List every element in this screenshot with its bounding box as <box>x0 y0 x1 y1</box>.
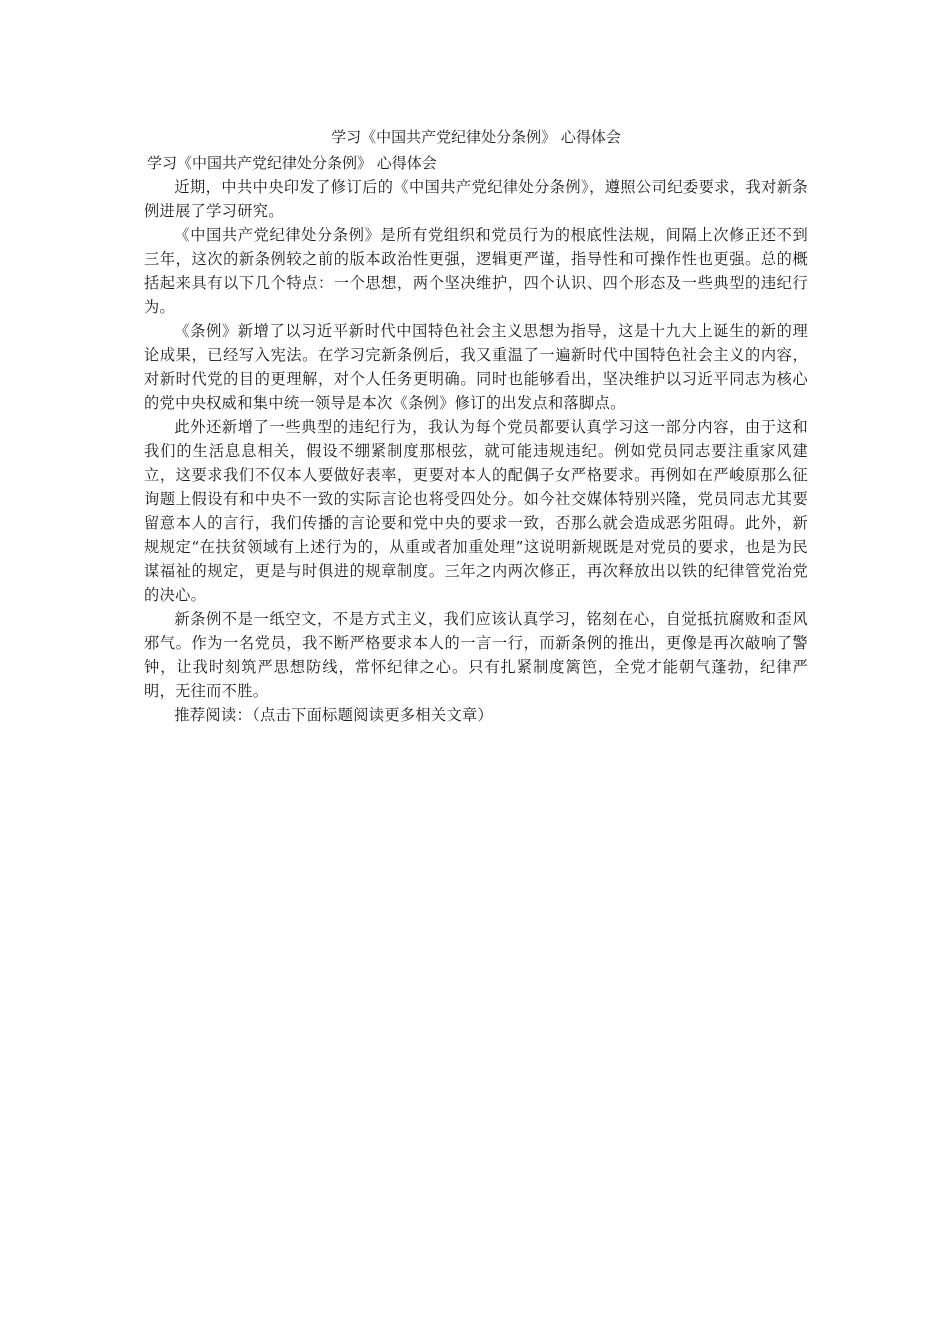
document-subtitle: 学习《中国共产党纪律处分条例》 心得体会 <box>147 154 437 172</box>
paragraph-intro: 近期，中共中央印发了修订后的《中国共产党纪律处分条例》，遵照公司纪委要求，我对新条例进展了学习研究。 <box>144 178 808 220</box>
recommended-reading: 推荐阅读：（点击下面标题阅读更多相关文章） <box>174 706 494 724</box>
paragraph-conclusion: 新条例不是一纸空文，不是方式主义，我们应该认真学习，铭刻在心，自觉抵抗腐败和歪风邪气。作为一名党员，我不断严格要求本人的一言一行，而新条例的推出，更像是再次敲响了警钟，让我时刻筑严思想防线，常怀纪律之心。只有扎紧制度篱笆，全党才能朝气蓬勃，纪律严明，无往而不胜。 <box>144 610 808 700</box>
document-title: 学习《中国共产党纪律处分条例》 心得体会 <box>331 128 621 146</box>
paragraph-violations: 此外还新增了一些典型的违纪行为，我认为每个党员都要认真学习这一部分内容，由于这和我们的生活息息相关，假设不绷紧制度那根弦，就可能违规违纪。例如党员同志要注重家风建立，这要求我们不仅本人要做好表率，更要对本人的配偶子女严格要求。再例如在严峻原那么征询题上假设有和中央不一致的实际言论也将受四处分。如今社交媒体特别兴隆，党员同志尤其要留意本人的言行，我们传播的言论要和党中央的要求一致，否那么就会造成恶劣阻碍。此外，新规规定“在扶贫领域有上述行为的，从重或者加重处理”这说明新规既是对党员的要求，也是为民谋福祉的规定，更是与时俱进的规章制度。三年之内两次修正，再次释放出以铁的纪律管党治党的决心。 <box>144 418 808 604</box>
paragraph-features: 《中国共产党纪律处分条例》是所有党组织和党员行为的根底性法规，间隔上次修正还不到三年，这次的新条例较之前的版本政治性更强，逻辑更严谨，指导性和可操作性也更强。总的概括起来具有以下几个特点：一个思想，两个坚决维护，四个认识、四个形态及一些典型的违纪行为。 <box>144 226 808 316</box>
document-page <box>144 124 808 727</box>
paragraph-guiding-thought: 《条例》新增了以习近平新时代中国特色社会主义思想为指导，这是十九大上诞生的新的理论成果，已经写入宪法。在学习完新条例后，我又重温了一遍新时代中国特色社会主义的内容，对新时代党的目的更理解，对个人任务更明确。同时也能够看出，坚决维护以习近平同志为核心的党中央权威和集中统一领导是本次《条例》修订的出发点和落脚点。 <box>144 322 808 412</box>
